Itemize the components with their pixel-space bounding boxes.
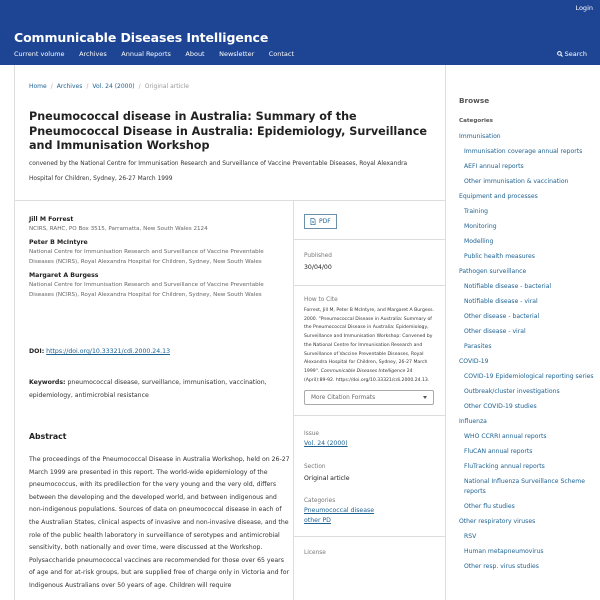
sidebar-category-item[interactable]: Immunisation coverage annual reports <box>464 148 583 155</box>
categories-label: Categories <box>304 498 336 505</box>
abstract-text: The proceedings of the Pneumococcal Disease in Australia Workshop, held on 26-27 March 1999 are presented in this report. The world-wide epidemiology of the pneumococcus, with its predilection for the very young and the very old, differs between the developing and the developed world, and between indigenous and non-indigenous populations. Sources of data on pneumococcal disease in each of the Australian States, clinical aspects of invasive and non-invasive disease, and the role of the public health laboratory in surveillance of serotypes and antimicrobial sensitivity, both nationally and over time, were discussed at the Workshop. Polysaccharide pneumococcal vaccines are recommended for those over 65 years of age and for at-risk groups, but are supplied free of charge only in Victoria and for Indigenous Australians over 50 years of age. Children will require <box>29 456 290 589</box>
nav-about[interactable]: About <box>185 50 205 58</box>
sidebar-category-item[interactable]: Monitoring <box>464 223 497 230</box>
citation-tail: 24 (April):89-92. https://doi.org/10.33321/cdi.2000.24.13. <box>304 368 430 383</box>
author-name: Margaret A Burgess <box>29 272 99 279</box>
category-list <box>459 132 600 572</box>
sidebar-category-item[interactable]: Parasites <box>464 343 492 350</box>
file-pdf-icon <box>310 218 316 225</box>
sidebar-category-item[interactable]: WHO CCRRI annual reports <box>464 433 547 440</box>
sidebar-category-item[interactable]: COVID-19 <box>459 358 489 365</box>
pdf-label: PDF <box>319 218 331 225</box>
citation-section <box>294 286 445 416</box>
author-affiliation: National Centre for Immunisation Research and Surveillance of Vaccine Preventable Diseases (NCIRS), Royal Alexandra Hospital for Children, Sydney, New South Wales <box>29 282 264 298</box>
author-item <box>29 271 287 300</box>
doi-label: DOI: <box>29 348 45 355</box>
sidebar-category-item[interactable]: Public health measures <box>464 253 535 260</box>
issue-label: Issue <box>304 431 319 438</box>
sidebar-category-item[interactable]: Training <box>464 208 489 215</box>
sidebar-category-item[interactable]: AEFI annual reports <box>464 163 524 170</box>
nav-annual-reports[interactable]: Annual Reports <box>121 50 171 58</box>
site-header <box>0 0 600 65</box>
article-main <box>14 65 446 600</box>
citation-body: Forrest, Jill M, Peter B McIntyre, and Margaret A Burgess. 2000. "Pneumococcal Disease in Australia: Summary of the Pneumococcal Disease in Australia: Epidemiology, Surveillance and Immunisation Workshop: Convened by the National Centre for Immunisation Research and Surveillance of Vaccine Preventable Diseases, Royal Alexandra Hospital for Children, Sydney, 26-27 March 1999". <box>304 308 434 374</box>
author-affiliation: National Centre for Immunisation Research and Surveillance of Vaccine Preventable Diseases (NCIRS), Royal Alexandra Hospital for Children, Sydney, New South Wales <box>29 249 264 265</box>
sidebar-category-item[interactable]: RSV <box>464 533 477 540</box>
sidebar-category-item[interactable]: Other disease - bacterial <box>464 313 540 320</box>
search-link[interactable] <box>557 50 587 58</box>
nav-contact[interactable]: Contact <box>268 50 295 58</box>
sidebar-category-item[interactable]: Notifiable disease - bacterial <box>464 283 552 290</box>
authors-list <box>29 215 287 304</box>
sidebar-category-item[interactable]: Other disease - viral <box>464 328 526 335</box>
author-name: Peter B McIntyre <box>29 239 88 246</box>
sidebar-category-item[interactable]: Other flu studies <box>464 503 515 510</box>
sidebar-category-item[interactable]: FluTracking annual reports <box>464 463 545 470</box>
abstract-heading: Abstract <box>29 432 67 441</box>
nav-current-volume[interactable]: Current volume <box>14 50 65 58</box>
site-title[interactable]: Communicable Diseases Intelligence <box>14 30 269 45</box>
sidebar-category-item[interactable]: Modelling <box>464 238 494 245</box>
browse-heading: Browse <box>459 96 490 105</box>
sidebar-category-item[interactable]: Outbreak/cluster investigations <box>464 388 560 395</box>
cite-label: How to Cite <box>304 297 338 303</box>
author-item <box>29 215 287 234</box>
category-link[interactable]: Pneumococcal disease <box>304 507 375 515</box>
sidebar-category-item[interactable]: FluCAN annual reports <box>464 448 533 455</box>
issue-link[interactable]: Vol. 24 (2000) <box>304 440 348 448</box>
galley-section <box>294 200 445 240</box>
breadcrumb-separator: / <box>50 83 53 90</box>
license-label: License <box>304 550 326 557</box>
breadcrumb-current: Original article <box>144 83 189 90</box>
citation-journal: Communicable Diseases Intelligence <box>320 368 406 374</box>
sidebar-category-item[interactable]: National Influenza Surveillance Scheme reports <box>464 478 585 495</box>
caret-down-icon <box>423 396 427 399</box>
doi-row <box>29 348 170 355</box>
primary-nav <box>14 50 309 58</box>
category-link[interactable]: other PD <box>304 517 331 525</box>
breadcrumb-issue[interactable]: Vol. 24 (2000) <box>92 83 135 90</box>
breadcrumb-separator: / <box>86 83 89 90</box>
breadcrumb-home[interactable]: Home <box>29 83 47 90</box>
sidebar-category-item[interactable]: COVID-19 Epidemiological reporting series <box>464 373 594 380</box>
keywords-value: pneumococcal disease, surveillance, immunisation, vaccination, epidemiology, antimicrobial resistance <box>29 379 267 399</box>
nav-newsletter[interactable]: Newsletter <box>219 50 255 58</box>
section-value: Original article <box>304 475 350 483</box>
nav-archives[interactable]: Archives <box>79 50 107 58</box>
article-title: Pneumococcal disease in Australia: Summary of the Pneumococcal Disease in Australia: Epidemiology, Surveillance and Immunisation Workshop <box>29 110 427 152</box>
pdf-button[interactable] <box>304 214 337 229</box>
sidebar-category-item[interactable]: Influenza <box>459 418 487 425</box>
sidebar-category-item[interactable]: Other COVID-19 studies <box>464 403 537 410</box>
license-section <box>294 537 445 568</box>
citation-formats-dropdown[interactable] <box>304 390 434 405</box>
author-item <box>29 238 287 267</box>
published-section <box>294 240 445 286</box>
sidebar-category-item[interactable]: Other respiratory viruses <box>459 518 536 525</box>
issue-section <box>294 416 445 537</box>
author-name: Jill M Forrest <box>29 216 74 223</box>
author-affiliation: NCIRS, RAHC, PO Box 3515, Parramatta, New South Wales 2124 <box>29 226 208 232</box>
keywords-row <box>29 377 291 402</box>
doi-link[interactable]: https://doi.org/10.33321/cdi.2000.24.13 <box>46 348 171 355</box>
search-icon <box>557 51 563 57</box>
breadcrumb-archives[interactable]: Archives <box>56 83 83 90</box>
section-label: Section <box>304 464 326 471</box>
sidebar-category-item[interactable]: Other immunisation & vaccination <box>464 178 569 185</box>
browse-sidebar <box>459 96 600 577</box>
citation-formats-label: More Citation Formats <box>311 394 376 401</box>
sidebar-category-item[interactable]: Human metapneumovirus <box>464 548 544 555</box>
article-details <box>294 200 445 568</box>
sidebar-category-item[interactable]: Immunisation <box>459 133 501 140</box>
sidebar-category-item[interactable]: Notifiable disease - viral <box>464 298 538 305</box>
search-label: Search <box>564 50 587 58</box>
sidebar-category-item[interactable]: Equipment and processes <box>459 193 538 200</box>
published-date: 30/04/00 <box>304 264 332 271</box>
login-link[interactable]: Login <box>575 4 593 12</box>
citation-text <box>304 307 435 385</box>
sidebar-category-item[interactable]: Pathogen surveillance <box>459 268 527 275</box>
categories-heading: Categories <box>459 118 493 124</box>
keywords-label: Keywords: <box>29 379 66 386</box>
published-label: Published <box>304 253 332 259</box>
sidebar-category-item[interactable]: Other resp. virus studies <box>464 563 539 570</box>
breadcrumb <box>29 83 189 90</box>
breadcrumb-separator: / <box>138 83 141 90</box>
article-subtitle: convened by the National Centre for Immunisation Research and Surveillance of Vaccine Preventable Diseases, Royal Alexandra Hospital for Children, Sydney, 26-27 March 1999 <box>29 161 408 182</box>
